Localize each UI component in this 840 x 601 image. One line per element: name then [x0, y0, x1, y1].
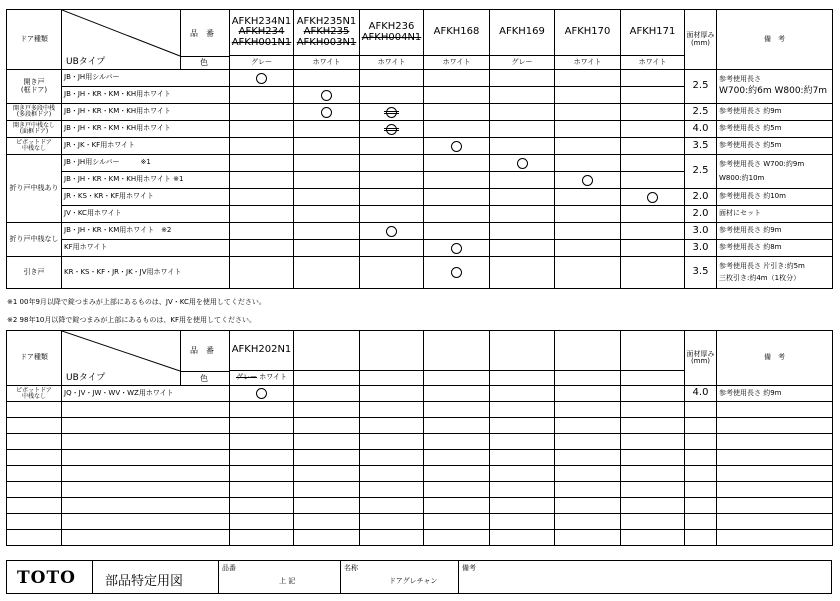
door-type-header: ドア種類: [7, 331, 62, 386]
match-mark: [451, 267, 462, 278]
color-cell-6: ホワイト: [555, 56, 621, 70]
color-label: 色: [200, 373, 208, 383]
parts-table-1: [6, 9, 833, 289]
match-mark: [386, 226, 397, 237]
match-mark: [256, 388, 267, 399]
match-mark: [582, 175, 593, 186]
part-col-1: AFKH234N1 AFKH234 AFKH001N1: [230, 10, 294, 56]
thickness-cell: 2.5: [685, 70, 717, 104]
part-col-3: AFKH236 AFKH004N1: [360, 10, 424, 56]
match-mark-struck: [386, 107, 397, 118]
group-sliding: 引き戸: [7, 257, 62, 289]
part-col-1: AFKH202N1: [230, 331, 294, 371]
table-row: [7, 450, 833, 466]
table-row: 開き戸多段中桟 (多段框ドア) JB・JH・KR・KM・KH用ホワイト 2.5 参考使用長さ 約9m: [7, 104, 833, 121]
table-row: 折り戸中桟なし JB・JH・KR・KM用ホワイト ※2 3.0 参考使用長さ 約9m: [7, 223, 833, 240]
table-row: ピボットドア 中桟なし JQ・JV・JW・WV・WZ用ホワイト 4.0 参考使用長さ 約9m: [7, 386, 833, 402]
group-folding-with-bar: 折り戸中桟あり: [7, 155, 62, 223]
color-cell-4: ホワイト: [424, 56, 490, 70]
match-mark: [451, 141, 462, 152]
table-row: JR・KS・KR・KF用ホワイト 2.0 参考使用長さ 約10m: [7, 189, 833, 206]
ub-cell: JB・JH用シルバー: [62, 70, 230, 87]
group-pivot: ピボットドア 中桟なし: [7, 386, 62, 402]
parts-table-2: [6, 330, 833, 546]
thickness-header: 面材厚み (mm): [685, 331, 717, 386]
part-col-7: AFKH171: [621, 10, 685, 56]
group-folding-no-bar: 折り戸中桟なし: [7, 223, 62, 257]
color-label: 色: [200, 57, 208, 67]
table-row: JB・JH・KR・KM・KH用ホワイト: [7, 87, 833, 104]
ub-part-diagonal-header: [62, 10, 230, 70]
part-col-4: AFKH168: [424, 10, 490, 56]
door-type-header: ドア種類: [7, 10, 62, 70]
match-mark: [321, 90, 332, 101]
table-row: [7, 498, 833, 514]
match-mark: [647, 192, 658, 203]
color-cell-2: ホワイト: [294, 56, 360, 70]
title-block: [6, 560, 832, 594]
part-col-2: AFKH235N1 AFKH235 AFKH003N1: [294, 10, 360, 56]
match-mark: [451, 243, 462, 254]
part-number-field: 品番 上 記: [219, 561, 341, 593]
color-cell-7: ホワイト: [621, 56, 685, 70]
thickness-header: 面材厚み (mm): [685, 10, 717, 70]
footnote-1: ※1 00年9月以降で錠つまみが上部にあるものは、JV・KC用を使用してください。: [7, 298, 266, 306]
table-row: JB・JH・KR・KM・KH用ホワイト ※1: [7, 172, 833, 189]
part-col-6: AFKH170: [555, 10, 621, 56]
table-row: [7, 434, 833, 450]
part-no-label: 品 番: [190, 346, 214, 355]
ub-part-diagonal-header: [62, 331, 230, 386]
footnote-2: ※2 98年10月以降で錠つまみが上部にあるものは、KF用を使用してください。: [7, 316, 256, 324]
table-row: [7, 514, 833, 530]
group-pivot: ピボットドア 中桟なし: [7, 138, 62, 155]
ub-type-label: UBタイプ: [66, 372, 106, 383]
match-mark: [321, 107, 332, 118]
table-row: JV・KC用ホワイト 2.0 面材にセット: [7, 206, 833, 223]
color-cell-1: グレー: [230, 56, 294, 70]
table-row: 折り戸中桟あり JB・JH用シルバー ※1 2.5 参考使用長さ W700:約9m W800:約10m: [7, 155, 833, 172]
table-row: [7, 482, 833, 498]
table-row: 引き戸 KR・KS・KF・JR・JK・JV用ホワイト 3.5 参考使用長さ 片引き:約5m 三枚引き:約4m（1枚分）: [7, 257, 833, 289]
table-row: 開き戸中桟なし (面框ドア) JB・JH・KR・KM・KH用ホワイト 4.0 参考使用長さ 約5m: [7, 121, 833, 138]
group-multi-frame: 開き戸多段中桟 (多段框ドア): [7, 104, 62, 121]
match-mark: [256, 73, 267, 84]
part-name-field: 名称 ドアグレチャン: [341, 561, 459, 593]
color-cell-3: ホワイト: [360, 56, 424, 70]
table-row: [7, 466, 833, 482]
part-no-label: 品 番: [190, 29, 214, 38]
group-face-frame: 開き戸中桟なし (面框ドア): [7, 121, 62, 138]
remarks-header: 備 考: [717, 331, 833, 386]
match-mark-struck: [386, 124, 397, 135]
match-mark: [517, 158, 528, 169]
part-col-5: AFKH169: [490, 10, 555, 56]
table-row: [7, 402, 833, 418]
remarks-cell: 参考使用長さ W700:約6m W800:約7m: [717, 70, 833, 104]
remarks-header: 備 考: [717, 10, 833, 70]
color-cell-5: グレー: [490, 56, 555, 70]
table-row: ピボットドア 中桟なし JR・JK・KF用ホワイト 3.5 参考使用長さ 約5m: [7, 138, 833, 155]
table-row: [7, 530, 833, 546]
drawing-title: 部品特定用図: [93, 561, 219, 593]
ub-type-label: UBタイプ: [66, 56, 106, 67]
group-hinged: 開き戸 (框ドア): [7, 70, 62, 104]
table-row: [7, 418, 833, 434]
toto-logo: TOTO: [7, 561, 93, 593]
table-row: [7, 70, 833, 87]
remarks-field: 備考: [462, 564, 476, 572]
table-row: KF用ホワイト 3.0 参考使用長さ 約8m: [7, 240, 833, 257]
color-cell-1: グレー ホワイト: [230, 371, 294, 386]
